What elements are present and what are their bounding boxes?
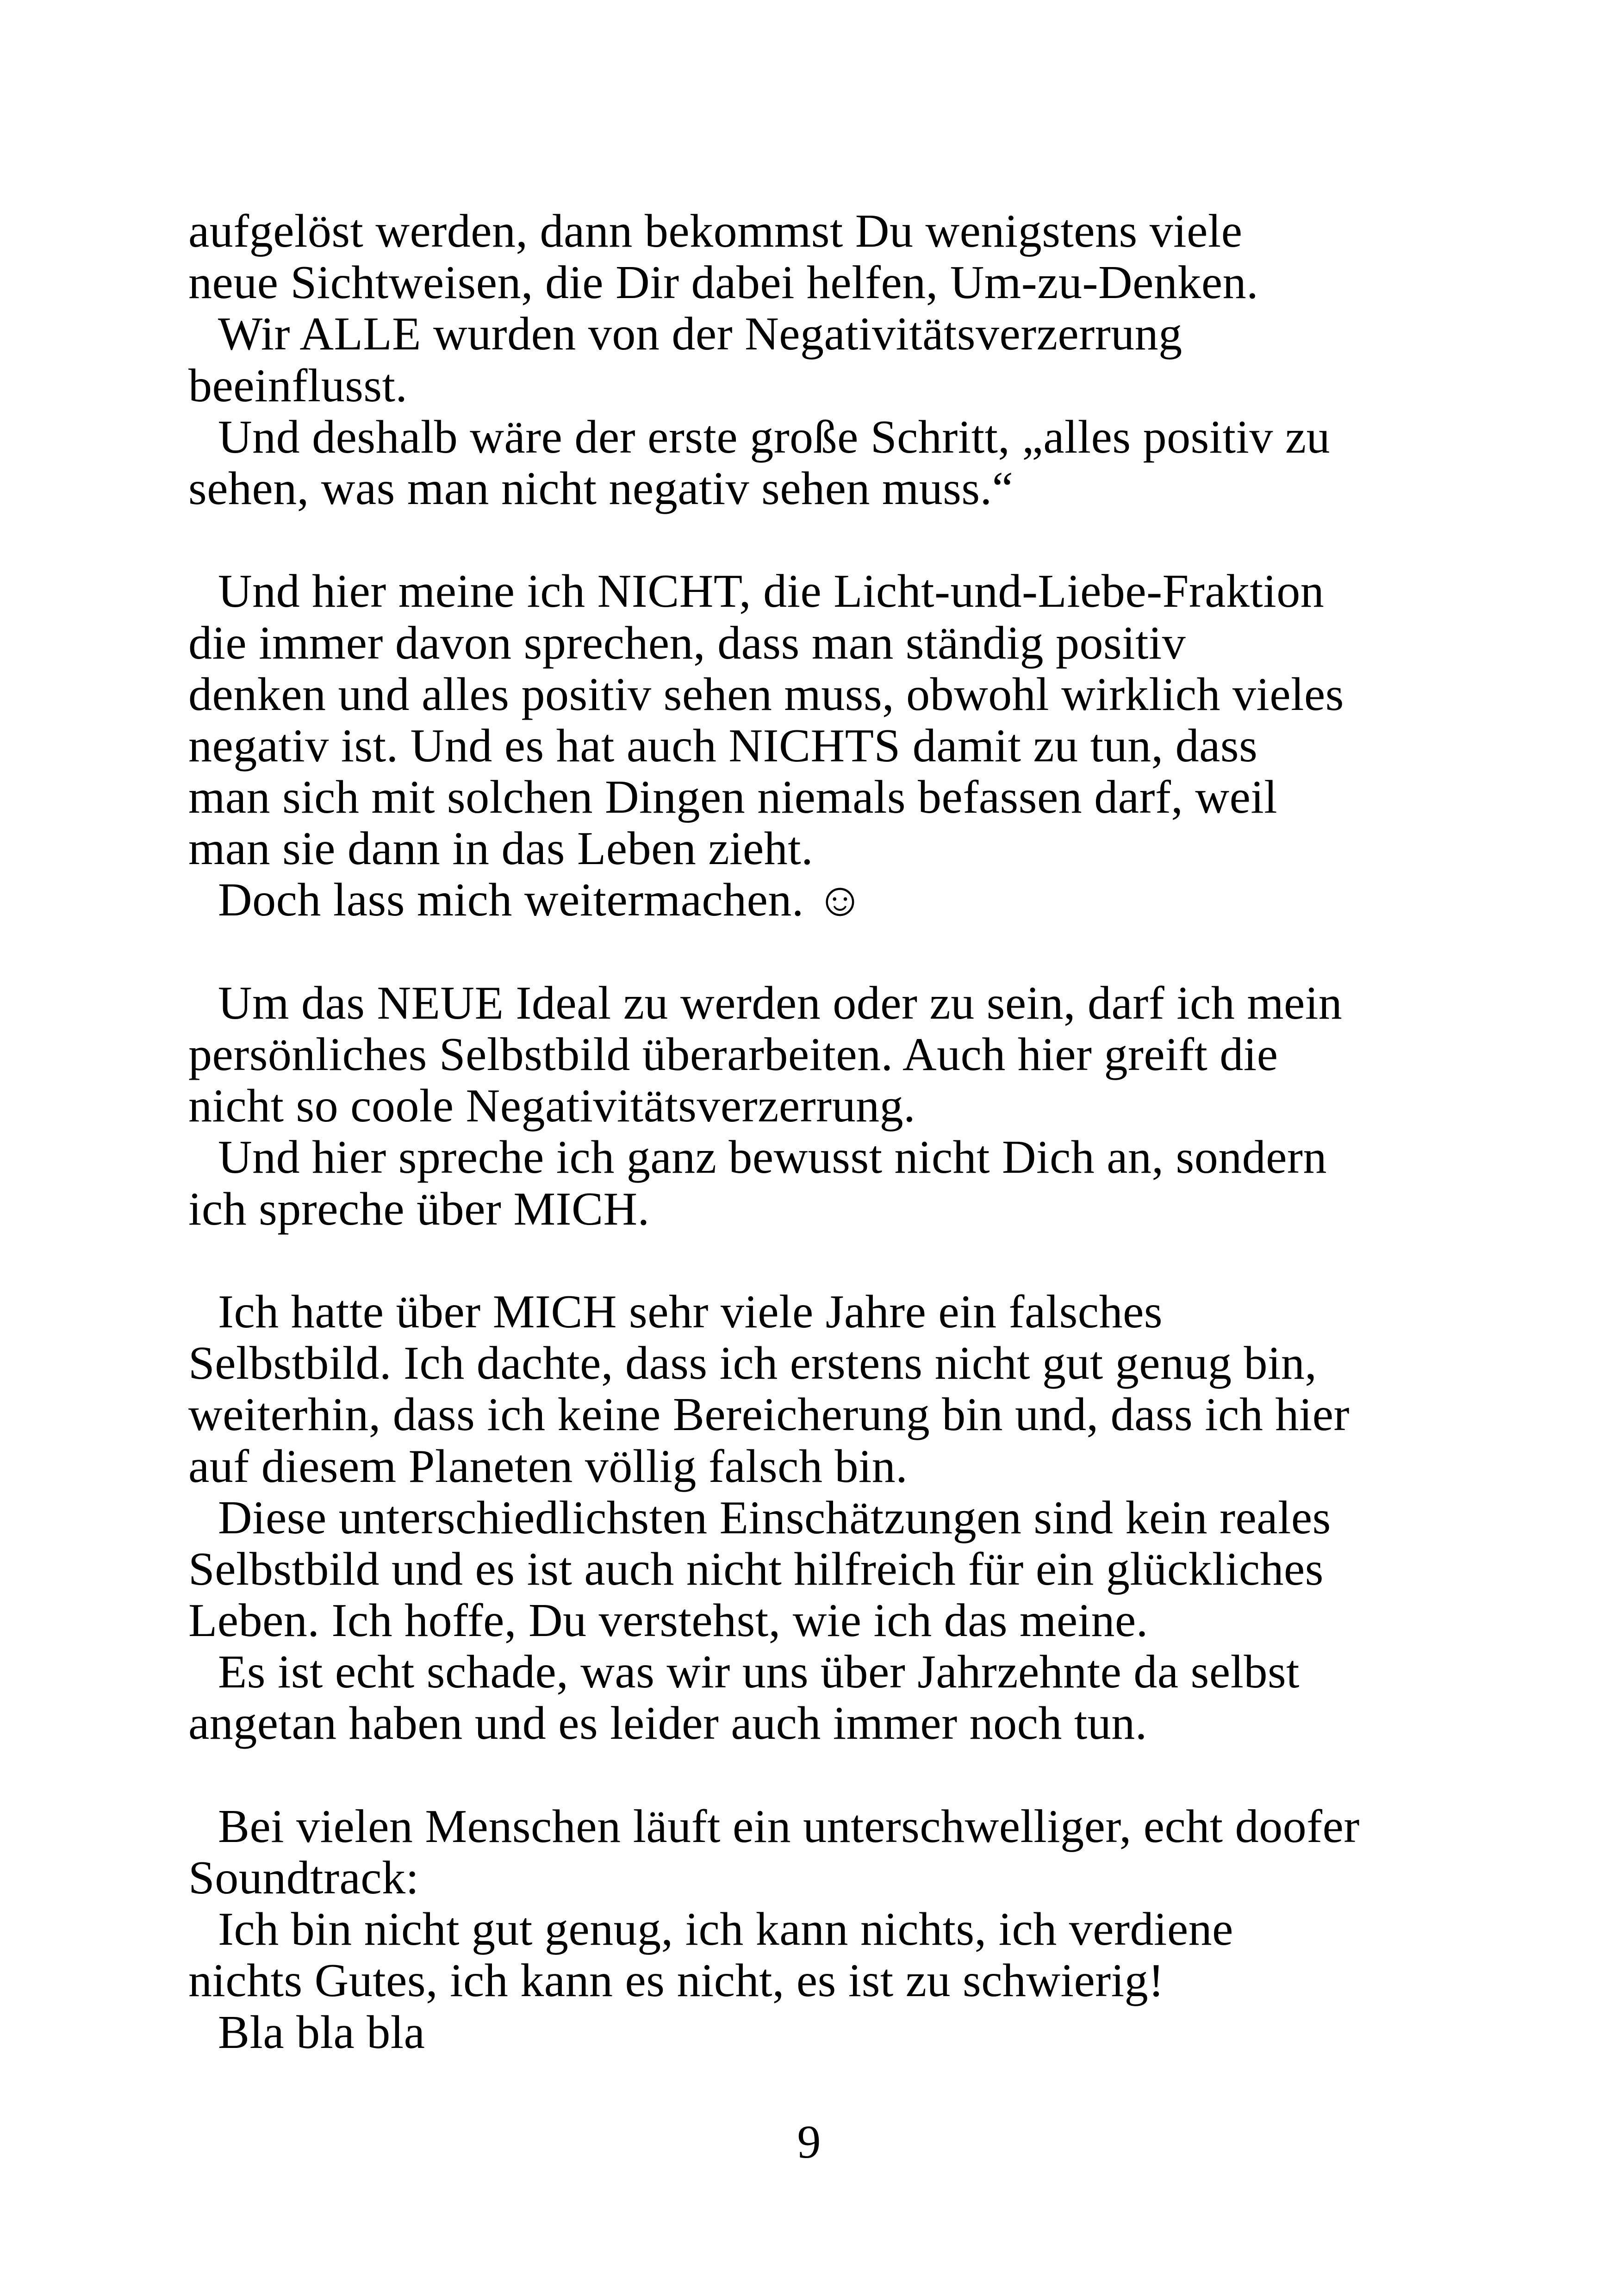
text-line: beeinflusst. [188,359,408,412]
text-line: man sich mit solchen Dingen niemals befassen darf, weil [188,771,1278,824]
blank-line [188,514,1447,566]
text-line: negativ ist. Und es hat auch NICHTS damit zu tun, dass [188,719,1258,772]
text-line: ich spreche über MICH. [188,1182,650,1235]
text-line: persönliches Selbstbild überarbeiten. Auch hier greift die [188,1028,1278,1081]
text-line: Und hier spreche ich ganz bewusst nicht Dich an, sondern [218,1131,1327,1184]
blank-line [188,926,1447,977]
text-line: Bei vielen Menschen läuft ein unterschwelliger, echt doofer [218,1800,1360,1853]
text-line: Doch lass mich weitermachen. ☺ [218,874,865,927]
text-line: die immer davon sprechen, dass man ständig positiv [188,616,1186,669]
text-line: Selbstbild. Ich dachte, dass ich erstens nicht gut genug bin, [188,1337,1317,1390]
text-line: man sie dann in das Leben zieht. [188,822,814,875]
text-line: weiterhin, dass ich keine Bereicherung bin und, dass ich hier [188,1388,1350,1441]
page-number: 9 [797,2116,821,2168]
text-line: Und deshalb wäre der erste große Schritt, „alles positiv zu [218,411,1331,463]
text-line: Bla bla bla [218,2006,425,2059]
body-text [188,205,1447,2058]
text-line: Ich bin nicht gut genug, ich kann nichts, ich verdiene [218,1903,1233,1956]
text-line: sehen, was man nicht negativ sehen muss.“ [188,462,1014,515]
text-line: neue Sichtweisen, die Dir dabei helfen, Um-zu-Denken. [188,256,1259,309]
text-line: Wir ALLE wurden von der Negativitätsverzerrung [218,308,1182,361]
text-line: nicht so coole Negativitätsverzerrung. [188,1080,916,1132]
text-line: Um das NEUE Ideal zu werden oder zu sein, darf ich mein [218,977,1343,1029]
text-line: Soundtrack: [188,1852,419,1904]
text-line: Es ist echt schade, was wir uns über Jahrzehnte da selbst [218,1646,1300,1699]
text-line: Und hier meine ich NICHT, die Licht-und-Liebe-Fraktion [218,565,1325,618]
text-line: auf diesem Planeten völlig falsch bin. [188,1440,908,1493]
text-line: Selbstbild und es ist auch nicht hilfreich für ein glückliches [188,1543,1324,1595]
text-line: nichts Gutes, ich kann es nicht, es ist zu schwierig! [188,1954,1164,2007]
text-line: Leben. Ich hoffe, Du verstehst, wie ich das meine. [188,1594,1148,1647]
blank-line [188,1749,1447,1801]
text-line: denken und alles positiv sehen muss, obwohl wirklich vieles [188,668,1344,721]
blank-line [188,1235,1447,1286]
text-line: Diese unterschiedlichsten Einschätzungen sind kein reales [218,1491,1331,1544]
text-line: aufgelöst werden, dann bekommst Du wenigstens viele [188,205,1243,257]
text-line: angetan haben und es leider auch immer noch tun. [188,1697,1147,1750]
text-line: Ich hatte über MICH sehr viele Jahre ein falsches [218,1285,1163,1338]
